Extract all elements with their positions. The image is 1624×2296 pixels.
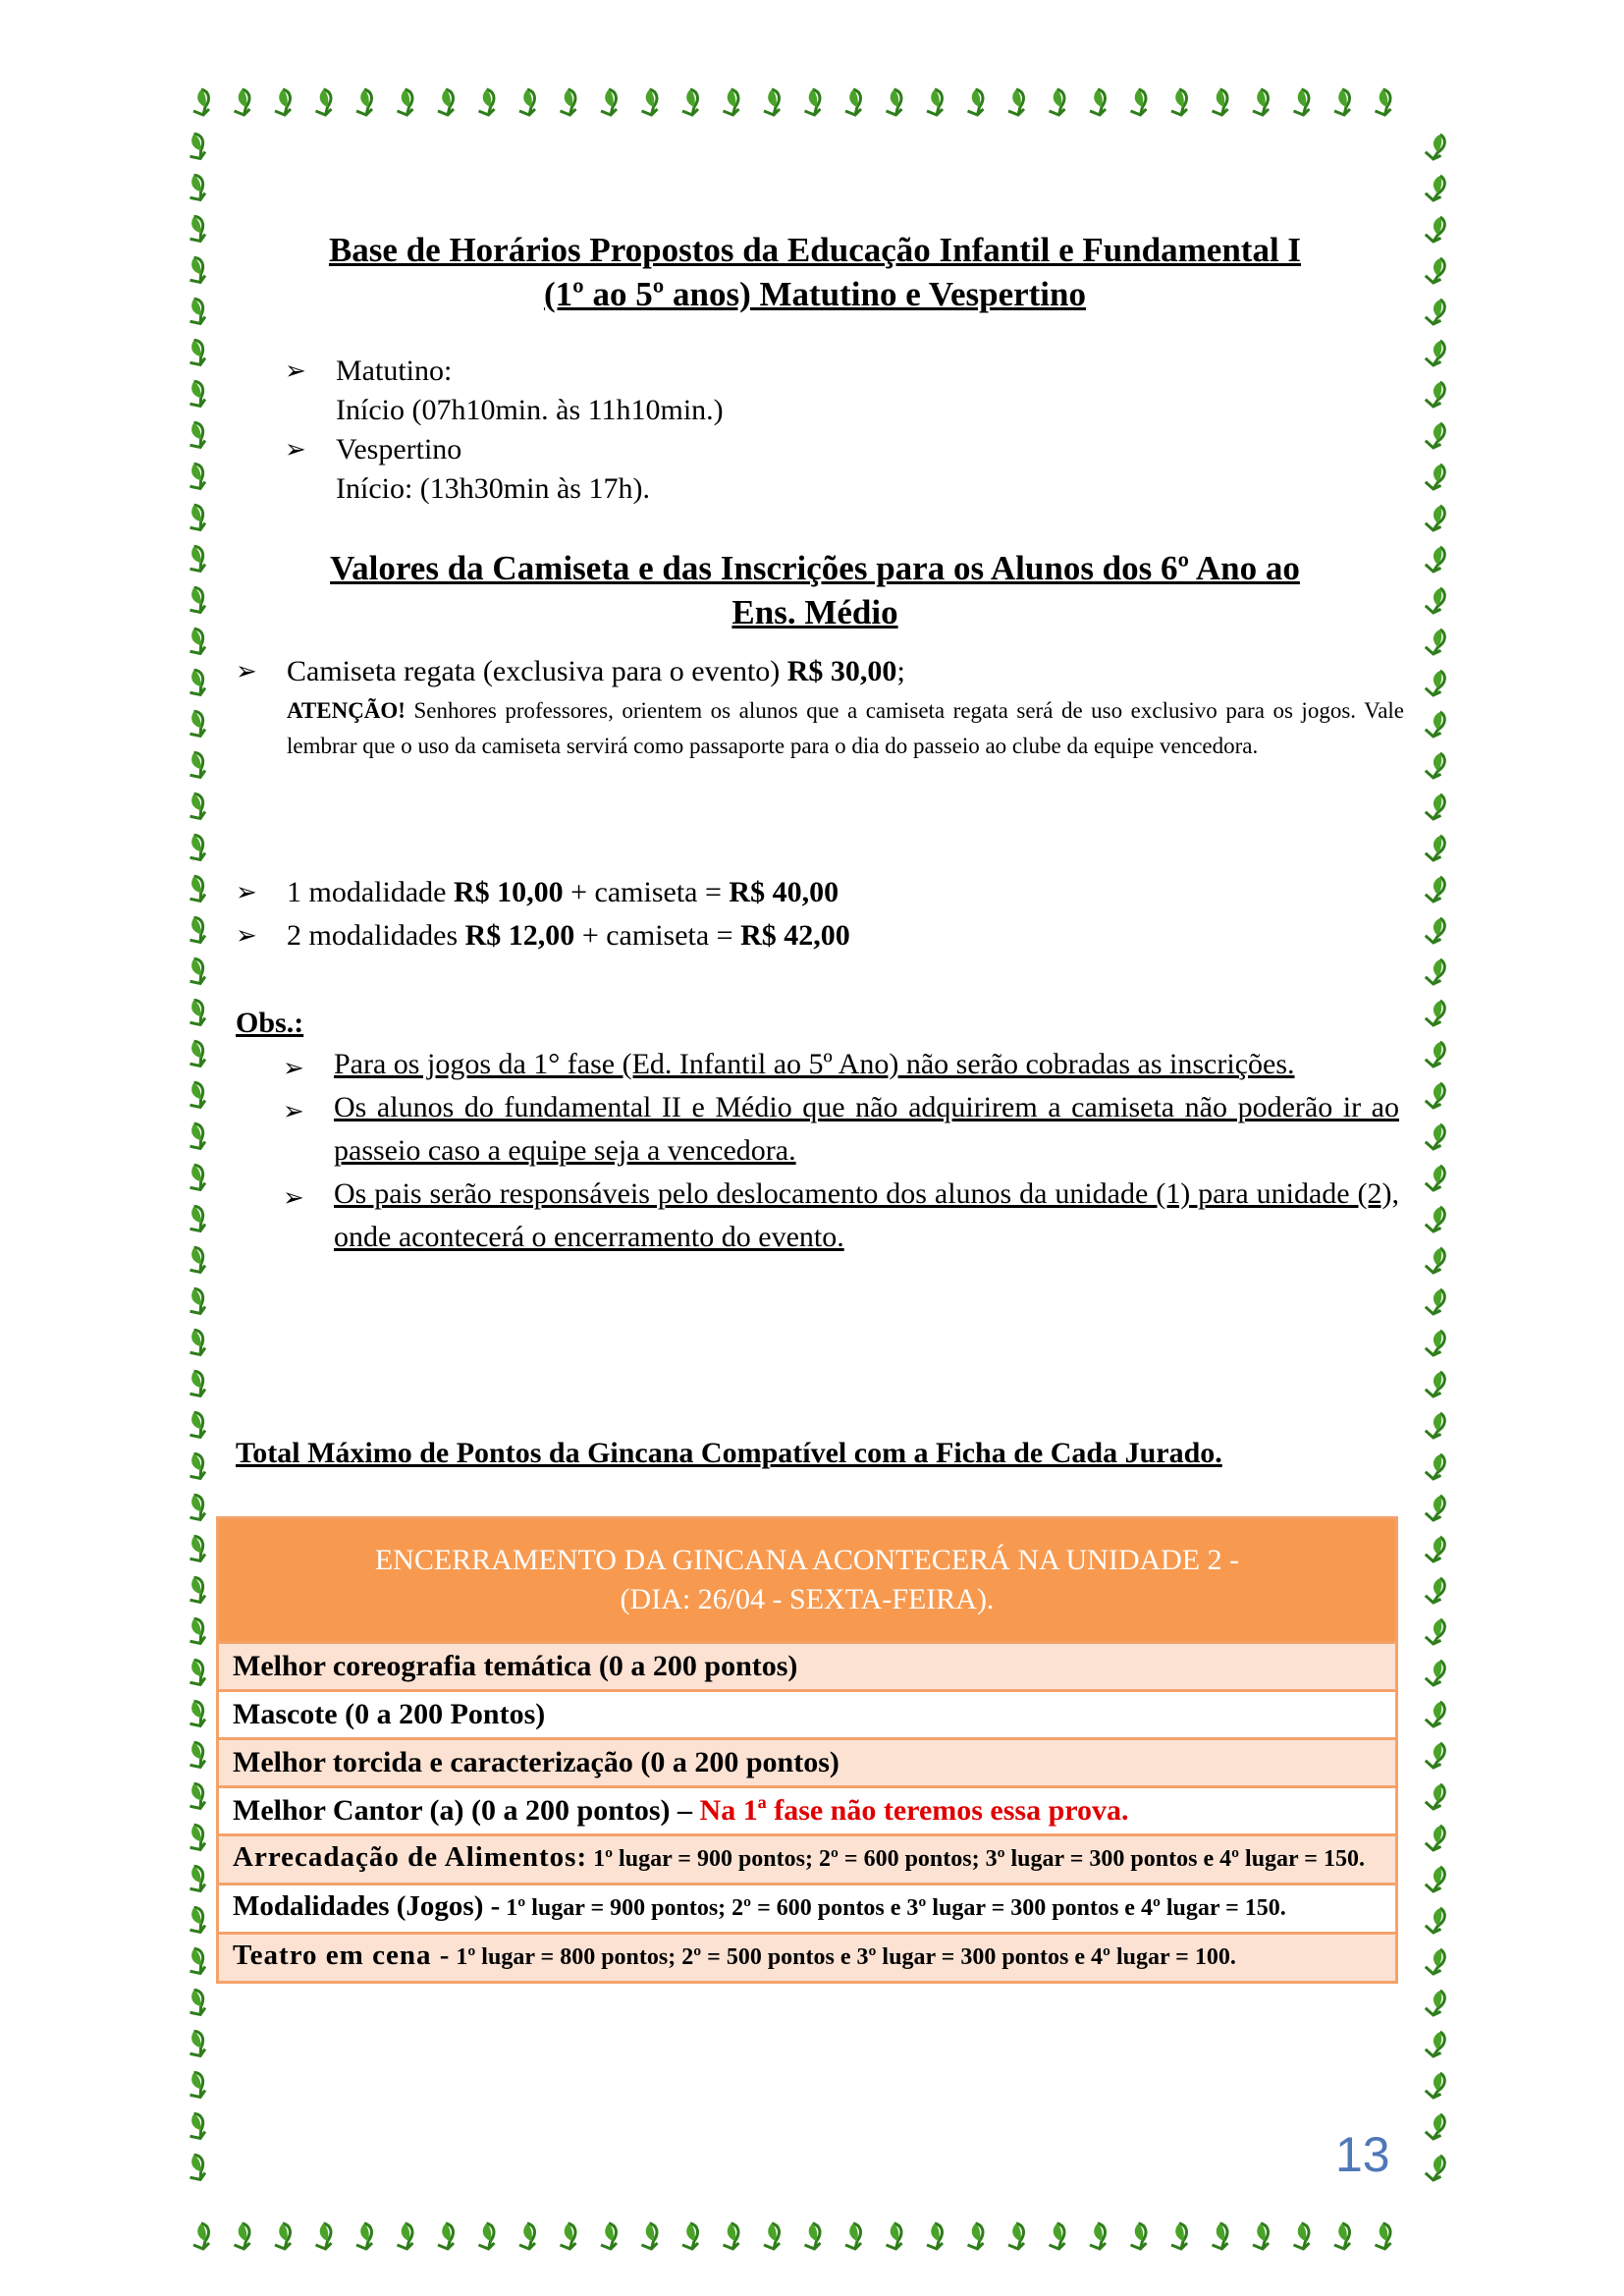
list-item: ➢ Camiseta regata (exclusiva para o evento) R$ 30,00; ATENÇÃO! Senhores professores, orientem os alunos que a camiseta regata será de uso exclusivo para os jogos. Vale lembrar que o uso da camiseta servirá como passaporte para o dia do passeio ao clube da equipe vencedora. [236, 652, 1404, 764]
table-row [218, 1643, 1397, 1691]
row-modalidades: Modalidades (Jogos) - 1º lugar = 900 pontos; 2º = 600 pontos e 3º lugar = 300 pontos e 4º lugar = 150. [218, 1885, 1397, 1934]
list-item: ➢ 1 modalidade R$ 10,00 + camiseta = R$ 40,00 [236, 873, 1218, 912]
arrow-bullet-icon: ➢ [285, 435, 306, 465]
list-item: ➢ 2 modalidades R$ 12,00 + camiseta = R$ 42,00 [236, 916, 1218, 956]
table-row [218, 1934, 1397, 1983]
arrow-bullet-icon: ➢ [283, 1097, 304, 1126]
heading-prices-line1: Valores da Camiseta e das Inscrições para os Alunos dos 6º Ano ao [330, 549, 1300, 587]
points-table [216, 1516, 1398, 1984]
heading-prices-line2: Ens. Médio [731, 593, 898, 631]
arrow-bullet-icon: ➢ [236, 657, 257, 686]
cantor-note: Na 1ª fase não teremos essa prova. [699, 1794, 1129, 1827]
list-item: ➢ Vespertino Início: (13h30min às 17h). [285, 430, 1168, 509]
arrow-bullet-icon: ➢ [283, 1054, 304, 1083]
row-coreografia: Melhor coreografia temática (0 a 200 pontos) [218, 1643, 1397, 1691]
list-item: ➢ Para os jogos da 1° fase (Ed. Infantil ao 5º Ano) não serão cobradas as inscrições. [283, 1043, 1399, 1086]
heading-schedule-line2: (1º ao 5º anos) Matutino e Vespertino [543, 275, 1086, 313]
table-header: ENCERRAMENTO DA GINCANA ACONTECERÁ NA UNIDADE 2 - (DIA: 26/04 - SEXTA-FEIRA). [218, 1518, 1397, 1643]
schedule-list [285, 352, 1168, 509]
row-teatro: Teatro em cena - 1º lugar = 800 pontos; 2º = 500 pontos e 3º lugar = 300 pontos e 4º lugar = 100. [218, 1934, 1397, 1983]
table-row [218, 1518, 1397, 1643]
arrow-bullet-icon: ➢ [236, 878, 257, 907]
arrow-bullet-icon: ➢ [283, 1183, 304, 1213]
total-points-title: Total Máximo de Pontos da Gincana Compatível com a Ficha de Cada Jurado. [236, 1437, 1222, 1469]
list-item: ➢ Os alunos do fundamental II e Médio que não adquirirem a camiseta não poderão ir ao passeio caso a equipe seja a vencedora. [283, 1091, 1399, 1167]
row-torcida: Melhor torcida e caracterização (0 a 200 pontos) [218, 1739, 1397, 1787]
obs-title: Obs.: [236, 1007, 304, 1039]
table-row [218, 1787, 1397, 1835]
heading-schedule-line1: Base de Horários Propostos da Educação Infantil e Fundamental I [328, 231, 1302, 269]
row-mascote: Mascote (0 a 200 Pontos) [218, 1691, 1397, 1739]
shirt-section [236, 652, 1404, 764]
obs-section [236, 1004, 1399, 1259]
page-number: 13 [1335, 2127, 1390, 2182]
attention-note: ATENÇÃO! Senhores professores, orientem os alunos que a camiseta regata será de uso exclusivo para os jogos. Vale lembrar que o uso da camiseta servirá como passaporte para o dia do passeio ao clube da equipe vencedora. [287, 698, 1404, 758]
table-row [218, 1739, 1397, 1787]
table-row [218, 1691, 1397, 1739]
shirt-price: R$ 30,00 [786, 655, 897, 687]
row-alimentos: Arrecadação de Alimentos: 1º lugar = 900 pontos; 2º = 600 pontos; 3º lugar = 300 pontos e 4º lugar = 150. [218, 1835, 1397, 1885]
arrow-bullet-icon: ➢ [285, 356, 306, 386]
table-row [218, 1835, 1397, 1885]
list-item: ➢ Os pais serão responsáveis pelo deslocamento dos alunos da unidade (1) para unidade (2), onde acontecerá o encerramento do evento. [283, 1177, 1399, 1253]
list-item: ➢ Matutino: Início (07h10min. às 11h10min.) [285, 352, 1168, 430]
price-list [236, 873, 1218, 956]
table-row [218, 1885, 1397, 1934]
row-cantor: Melhor Cantor (a) (0 a 200 pontos) – Na 1ª fase não teremos essa prova. [218, 1787, 1397, 1835]
arrow-bullet-icon: ➢ [236, 921, 257, 951]
